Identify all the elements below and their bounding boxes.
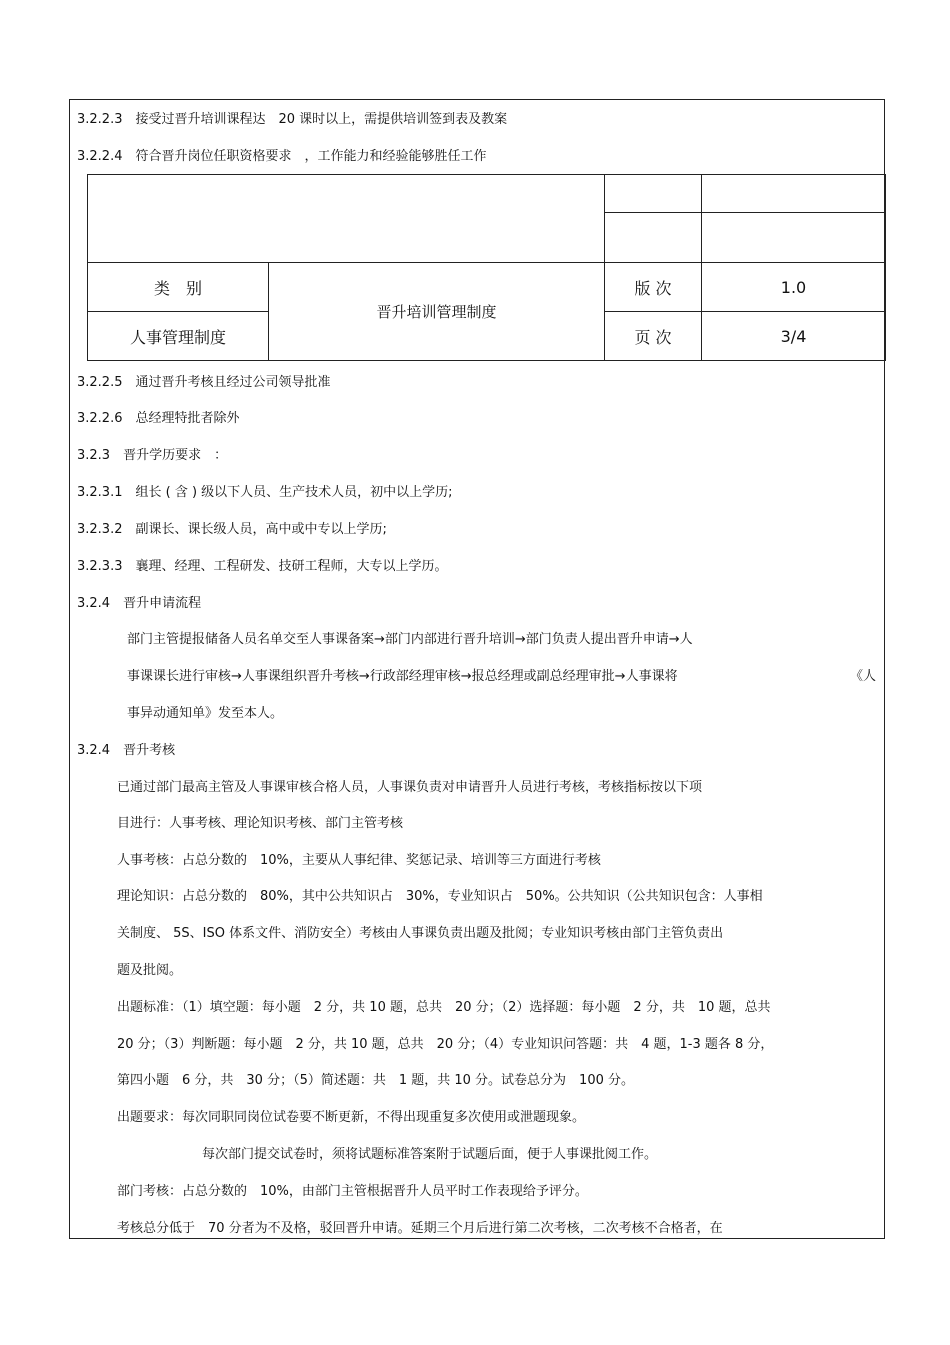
assessment-text: 已通过部门最高主管及人事课审核合格人员，人事课负责对申请晋升人员进行考核，考核指标按以下项 (117, 780, 703, 795)
header-empty-cell (605, 213, 702, 263)
document-title: 晋升培训管理制度 (269, 263, 605, 361)
question-standard-text: 第四小题 6 分，共 30 分；（5）简述题：共 1 题，共 10 分。试卷总分为 100 分。 (117, 1073, 635, 1088)
version-value: 1.0 (702, 263, 886, 312)
question-standard-text: 出题标准：（1）填空题：每小题 2 分，共 10 题，总共 20 分；（2）选择题：每小题 2 分，共 10 题，总共 (117, 1000, 771, 1015)
theory-assessment-text: 理论知识：占总分数的 80%，其中公共知识占 30%，专业知识占 50%。公共知识（公共知识包含：人事相 (117, 889, 763, 904)
clause-3-2-2-4: 3.2.2.4 符合晋升岗位任职资格要求 ，工作能力和经验能够胜任工作 (77, 149, 487, 164)
header-empty-cell (702, 213, 886, 263)
clause-3-2-3-1: 3.2.3.1 组长 ( 含 ) 级以下人员、生产技术人员，初中以上学历; (77, 485, 453, 500)
department-assessment-text: 部门考核：占总分数的 10%，由部门主管根据晋升人员平时工作表现给予评分。 (117, 1184, 588, 1199)
page-value: 3/4 (702, 312, 886, 361)
clause-3-2-4-process: 3.2.4 晋升申请流程 (77, 596, 202, 611)
page-label: 页 次 (605, 312, 702, 361)
question-requirement-text: 出题要求：每次同职同岗位试卷要不断更新，不得出现重复多次使用或泄题现象。 (117, 1110, 586, 1125)
clause-3-2-3: 3.2.3 晋升学历要求 ： (77, 448, 228, 463)
header-empty-cell (702, 175, 886, 213)
process-text: 《人 (850, 669, 877, 684)
clause-3-2-4-assessment: 3.2.4 晋升考核 (77, 743, 176, 758)
theory-assessment-text: 关制度、 5S、ISO 体系文件、消防安全）考核由人事课负责出题及批阅；专业知识考核由部门主管负责出 (117, 926, 724, 941)
process-text: 部门主管提报储备人员名单交至人事课备案→部门内部进行晋升培训→部门负责人提出晋升申请→人 (127, 632, 693, 647)
clause-3-2-3-3: 3.2.3.3 襄理、经理、工程研发、技研工程师，大专以上学历。 (77, 559, 448, 574)
clause-3-2-2-5: 3.2.2.5 通过晋升考核且经过公司领导批准 (77, 375, 331, 390)
question-requirement-text: 每次部门提交试卷时，须将试题标准答案附于试题后面，便于人事课批阅工作。 (202, 1147, 658, 1162)
personnel-assessment-text: 人事考核：占总分数的 10%，主要从人事纪律、奖惩记录、培训等三方面进行考核 (117, 853, 601, 868)
theory-assessment-text: 题及批阅。 (117, 963, 183, 978)
header-empty-cell (605, 175, 702, 213)
assessment-text: 目进行：人事考核、理论知识考核、部门主管考核 (117, 816, 404, 831)
process-text: 事异动通知单》发至本人。 (127, 706, 284, 721)
category-value: 人事管理制度 (88, 312, 269, 361)
category-label: 类 别 (88, 263, 269, 312)
question-standard-text: 20 分；（3）判断题：每小题 2 分，共 10 题，总共 20 分；（4）专业知识问答题：共 4 题，1-3 题各 8 分， (117, 1037, 774, 1052)
clause-3-2-2-6: 3.2.2.6 总经理特批者除外 (77, 411, 240, 426)
document-header-table (87, 174, 886, 361)
failing-score-text: 考核总分低于 70 分者为不及格，驳回晋升申请。延期三个月后进行第二次考核，二次考核不合格者，在 (117, 1221, 723, 1236)
version-label: 版 次 (605, 263, 702, 312)
clause-3-2-2-3: 3.2.2.3 接受过晋升培训课程达 20 课时以上，需提供培训签到表及教案 (77, 112, 508, 127)
clause-3-2-3-2: 3.2.3.2 副课长、课长级人员，高中或中专以上学历; (77, 522, 387, 537)
process-text: 事课课长进行审核→人事课组织晋升考核→行政部经理审核→报总经理或副总经理审批→人事课将 (127, 669, 678, 684)
header-blank-cell (88, 175, 605, 263)
